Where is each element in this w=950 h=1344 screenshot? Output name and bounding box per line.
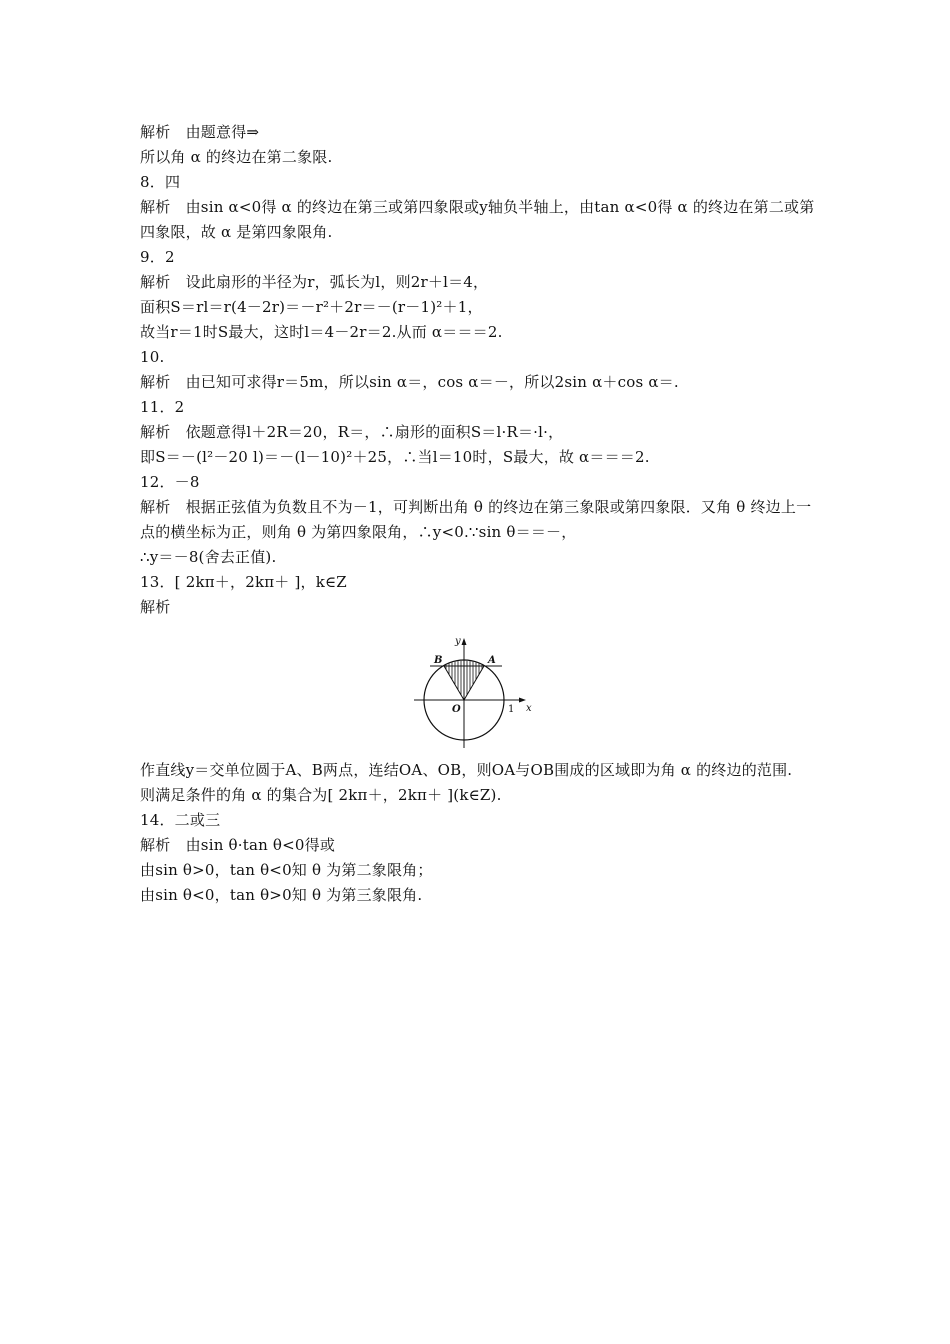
text-line: 由sin θ>0，tan θ<0知 θ 为第二象限角； — [140, 861, 433, 879]
problem-number: 13．[ 2kπ＋，2kπ＋ ]，k∈Z — [140, 573, 347, 591]
text-line: 则满足条件的角 α 的集合为[ 2kπ＋，2kπ＋ ](k∈Z). — [140, 786, 502, 804]
unit-circle-diagram — [410, 622, 550, 752]
x-axis-arrow — [519, 698, 526, 703]
problem-number: 11．2 — [140, 398, 185, 416]
tick-one-label: 1 — [508, 704, 515, 715]
text-line: 由sin θ<0，tan θ>0知 θ 为第三象限角. — [140, 886, 423, 904]
text-line: 解析 由sin α<0得 α 的终边在第三或第四象限或y轴负半轴上，由tan α<0得 α 的终边在第二或第四象限，故 α 是第四象限角. — [140, 198, 815, 241]
text-line: 解析 由sin θ·tan θ<0得或 — [140, 836, 336, 854]
text-line: 解析 由题意得⇒ — [140, 123, 260, 141]
text-line: 解析 依题意得l＋2R＝20，R＝，∴扇形的面积S＝l·R＝·l·， — [140, 423, 564, 441]
origin-label: O — [452, 704, 461, 715]
point-b-label: B — [434, 655, 443, 666]
text-line: 面积S＝rl＝r(4－2r)＝－r²＋2r＝－(r－1)²＋1， — [140, 298, 483, 316]
y-axis-arrow — [462, 638, 467, 645]
x-axis-label: x — [526, 703, 532, 714]
text-line: 解析 由已知可求得r＝5m，所以sin α＝，cos α＝－，所以2sin α＋cos α＝. — [140, 373, 679, 391]
text-line: 故当r＝1时S最大，这时l＝4－2r＝2.从而 α＝＝＝2. — [140, 323, 503, 341]
unit-circle-figure — [140, 622, 820, 752]
problem-number: 14．二或三 — [140, 811, 221, 829]
text-line: ∴y＝－8(舍去正值). — [140, 548, 277, 566]
text-line: 解析 — [140, 598, 171, 616]
text-line: 解析 根据正弦值为负数且不为－1，可判断出角 θ 的终边在第三象限或第四象限．又角 θ 终边上一点的横坐标为正，则角 θ 为第四象限角，∴y<0.∵sin θ＝＝－， — [140, 498, 812, 541]
problem-number: 10. — [140, 348, 165, 366]
problem-number: 12．－8 — [140, 473, 200, 491]
solution-page — [140, 120, 820, 908]
problem-number: 9．2 — [140, 248, 175, 266]
text-line: 所以角 α 的终边在第二象限. — [140, 148, 333, 166]
text-line: 解析 设此扇形的半径为r，弧长为l，则2r＋l＝4， — [140, 273, 489, 291]
point-a-label: A — [488, 655, 496, 666]
text-line: 作直线y＝交单位圆于A、B两点，连结OA、OB，则OA与OB围成的区域即为角 α 的终边的范围. — [140, 761, 793, 779]
y-axis-label: y — [455, 636, 461, 647]
text-line: 即S＝－(l²－20 l)＝－(l－10)²＋25，∴当l＝10时，S最大，故 α＝＝＝2. — [140, 448, 650, 466]
problem-number: 8．四 — [140, 173, 181, 191]
